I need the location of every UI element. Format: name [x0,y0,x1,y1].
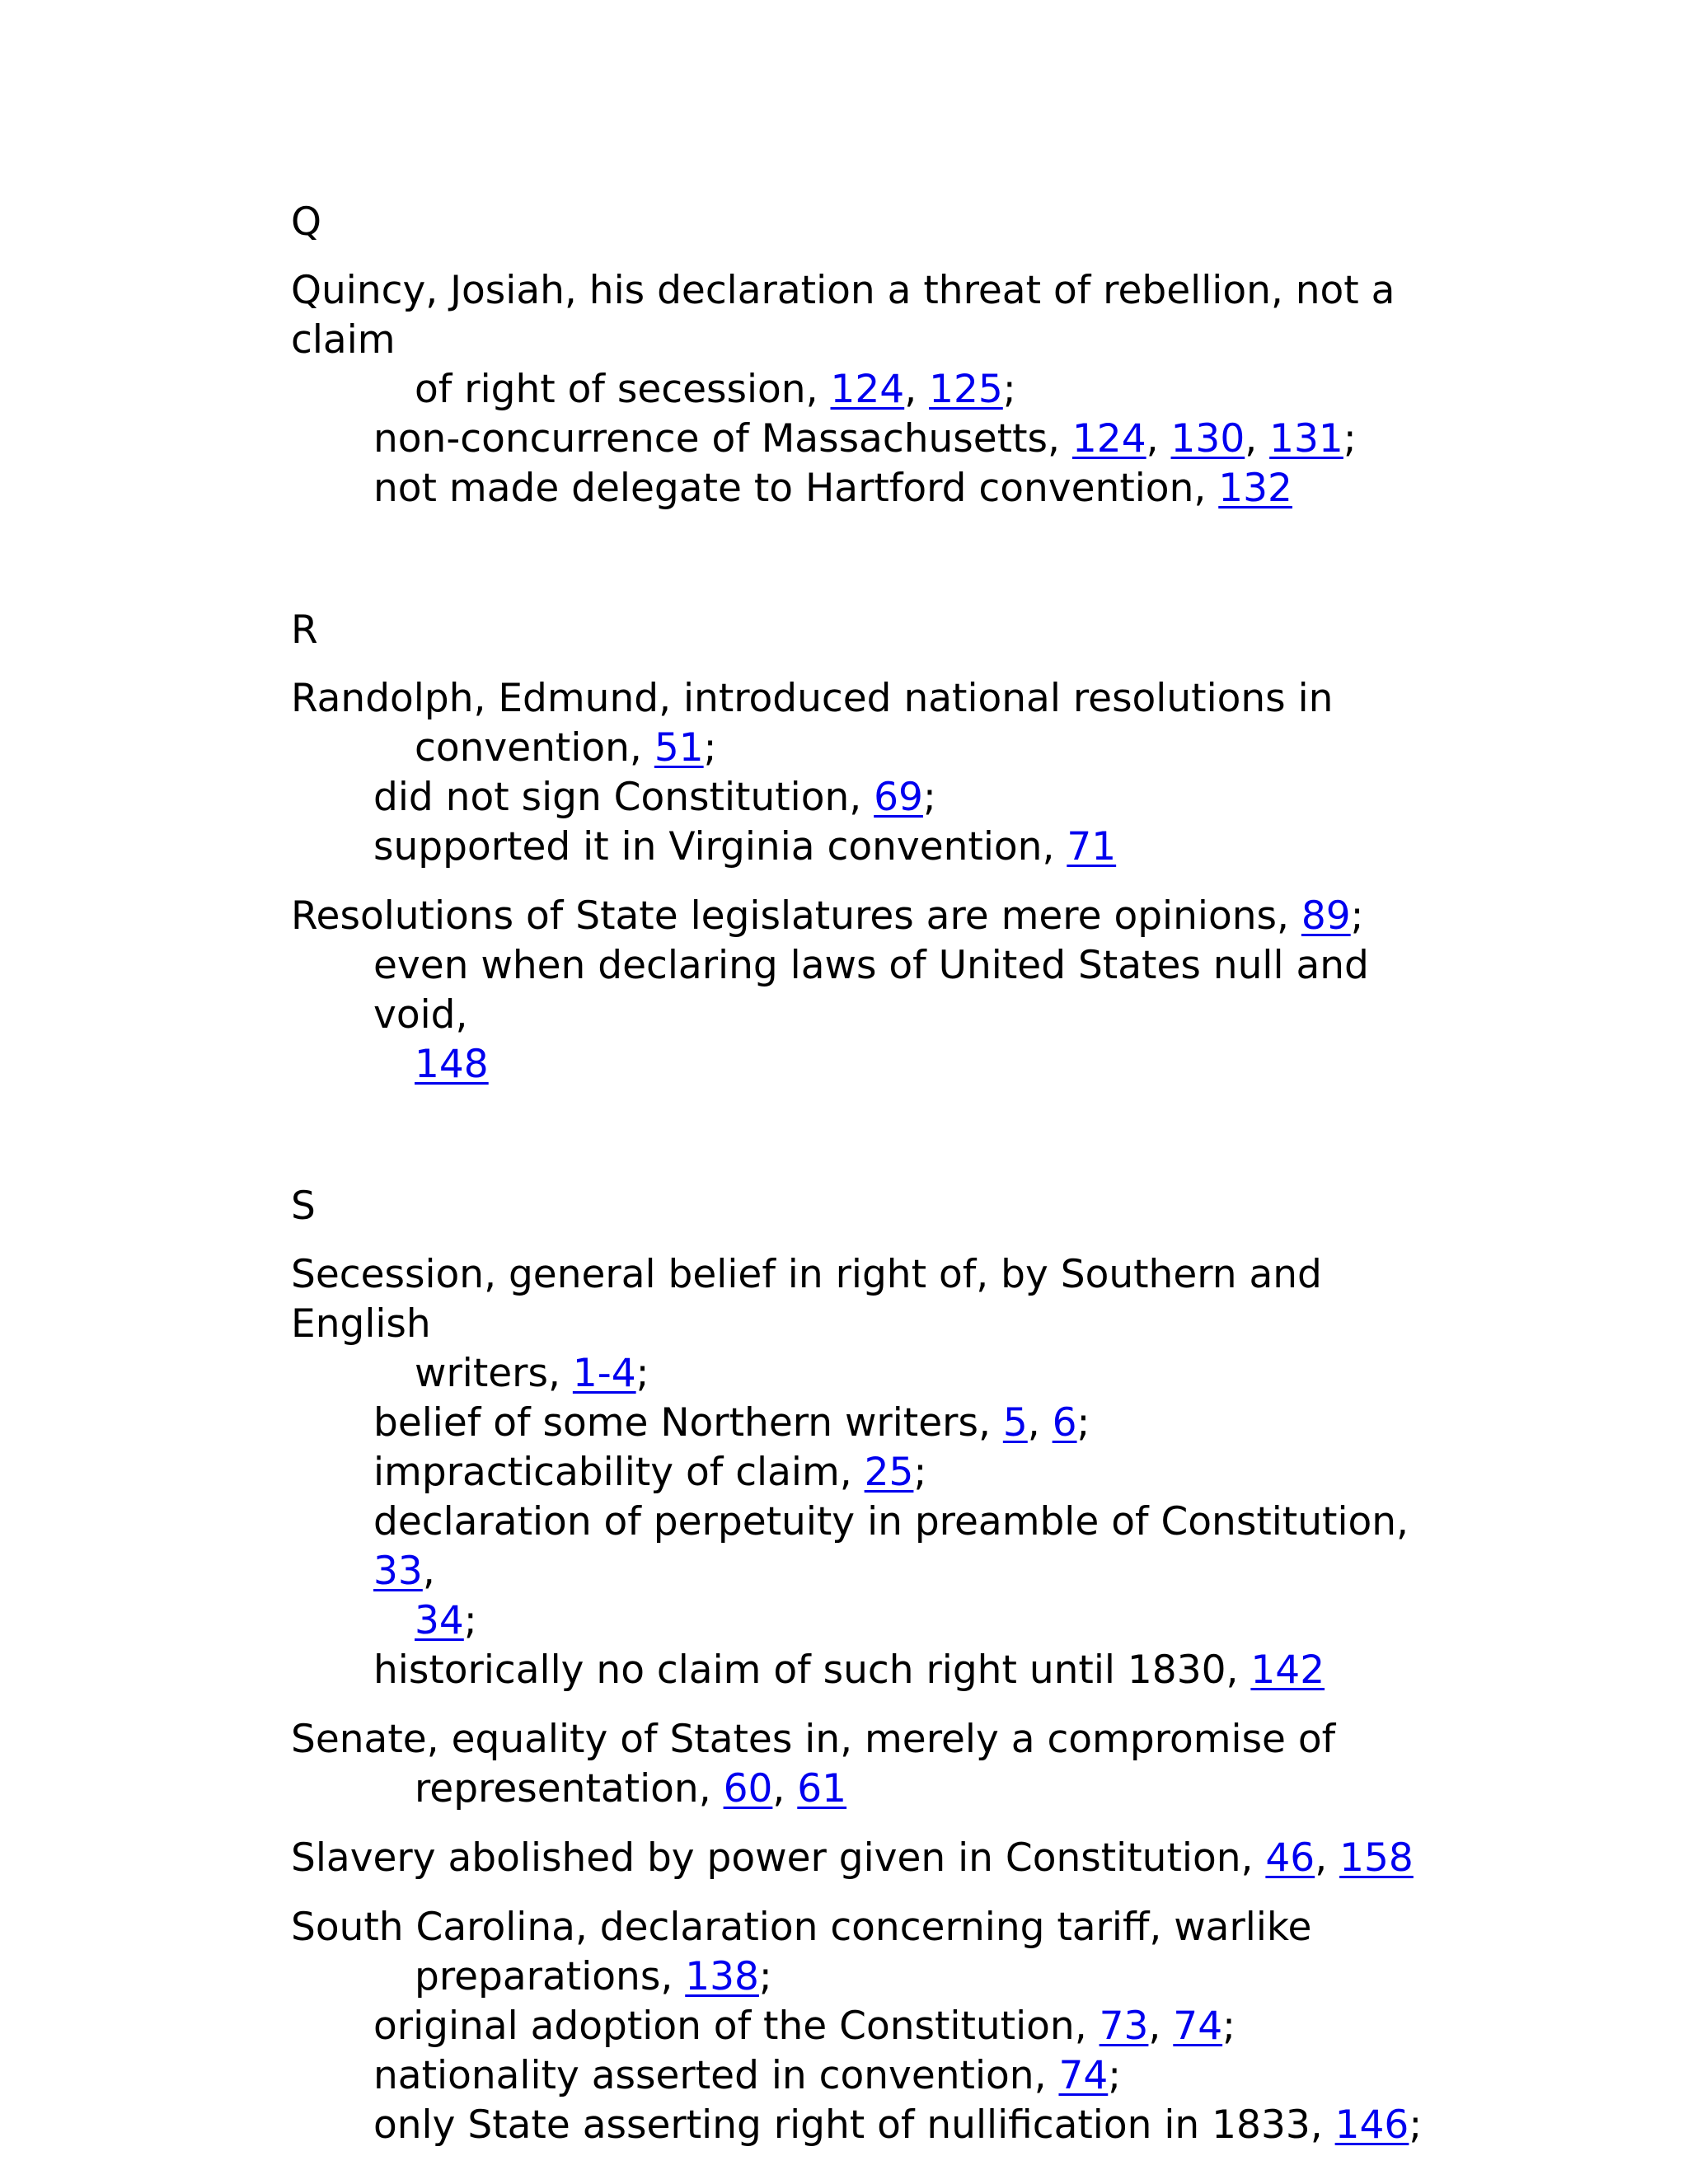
entry-line [291,1765,1461,1814]
entry-text: original adoption of the Constitution, [373,2004,1100,2049]
index-entry [291,892,1461,1090]
page-link-130[interactable]: 130 [1170,416,1245,462]
entry-punctuation: ; [635,1351,649,1396]
entry-line [373,464,1461,513]
entry-line [291,1349,1461,1399]
entry-line [373,415,1461,464]
page-link-74[interactable]: 74 [1173,2004,1223,2049]
entry-text: historically no claim of such right until 1830, [373,1647,1251,1693]
page-separator: , [1027,1400,1053,1446]
subentry [291,415,1461,464]
subentry [291,464,1461,513]
entry-line [373,2101,1461,2150]
page-link-146[interactable]: 146 [1334,2102,1409,2148]
subentry [291,1399,1461,1448]
page-link-73[interactable]: 73 [1099,2004,1149,2049]
entry-text: representation, [415,1766,724,1811]
entry-line [373,2002,1461,2051]
page-separator: , [1146,416,1171,462]
entry-punctuation: ; [922,775,936,820]
page-link-125[interactable]: 125 [929,367,1003,412]
entry-text: Randolph, Edmund, introduced national resolutions in [291,676,1334,721]
section-letter: S [291,1183,316,1229]
page-link-6[interactable]: 6 [1052,1400,1077,1446]
entry-text: writers, [415,1351,573,1396]
entry-punctuation: ; [758,1954,772,1999]
entry-line [291,1250,1461,1349]
entry-line [291,1715,1461,1765]
page-link-69[interactable]: 69 [874,775,923,820]
entry-line [373,1497,1461,1596]
entry-text: only State asserting right of nullification in 1833, [373,2102,1335,2148]
index-entry [291,1903,1461,2150]
entry-text: supported it in Virginia convention, [373,824,1067,869]
entry-punctuation: ; [1222,2004,1236,2049]
page-separator: , [772,1766,798,1811]
index-section-q [291,198,1461,513]
page-link-60[interactable]: 60 [723,1766,773,1811]
entry-line [291,266,1461,365]
entry-line [291,365,1461,415]
entry-text: belief of some Northern writers, [373,1400,1003,1446]
entry-punctuation: ; [1108,2053,1122,2098]
entry-line [373,2051,1461,2101]
entry-text: not made delegate to Hartford convention, [373,466,1219,511]
entry-line [373,1399,1461,1448]
entry-line [291,892,1461,941]
index-section-s [291,1182,1461,2150]
page-link-71[interactable]: 71 [1067,824,1117,869]
page-link-25[interactable]: 25 [864,1450,914,1495]
entry-line [373,1646,1461,1695]
page-link-51[interactable]: 51 [654,725,704,771]
page-link-132[interactable]: 132 [1218,466,1292,511]
subentry [291,941,1461,1090]
page-link-5[interactable]: 5 [1002,1400,1028,1446]
index-entry [291,674,1461,872]
subentry [291,823,1461,872]
page-link-158[interactable]: 158 [1339,1835,1414,1881]
entry-text: South Carolina, declaration concerning tariff, warlike [291,1905,1312,1950]
entry-text: did not sign Constitution, [373,775,874,820]
entry-text: impracticability of claim, [373,1450,865,1495]
entry-punctuation: ; [463,1598,477,1643]
index-page [291,198,1461,2150]
entry-punctuation: ; [1409,2102,1423,2148]
index-entry [291,1834,1461,1883]
page-link-1-4[interactable]: 1-4 [572,1351,636,1396]
entry-text: Senate, equality of States in, merely a compromise of [291,1717,1336,1762]
subentry [291,2002,1461,2051]
entry-text: non-concurrence of Massachusetts, [373,416,1072,462]
index-entry [291,1715,1461,1814]
page-separator: , [1245,416,1270,462]
entry-line [291,724,1461,773]
entry-line [373,1596,1461,1646]
entry-text: Resolutions of State legislatures are mere opinions, [291,893,1301,939]
entry-text: Slavery abolished by power given in Constitution, [291,1835,1266,1881]
entry-text: convention, [415,725,654,771]
index-entry [291,1250,1461,1695]
page-link-89[interactable]: 89 [1301,893,1351,939]
entry-text: declaration of perpetuity in preamble of Constitution, [373,1499,1409,1544]
entry-text: Secession, general belief in right of, by Southern and English [291,1252,1322,1347]
page-link-46[interactable]: 46 [1265,1835,1315,1881]
entry-line [291,1834,1461,1883]
entry-punctuation: ; [913,1450,927,1495]
subentry [291,1646,1461,1695]
entry-line [291,1952,1461,2002]
section-letter: R [291,607,318,653]
page-separator: , [1148,2004,1174,2049]
page-link-61[interactable]: 61 [797,1766,847,1811]
entry-text: nationality asserted in convention, [373,2053,1059,2098]
entry-line [373,773,1461,823]
subentry [291,1497,1461,1646]
entry-punctuation: ; [1343,416,1357,462]
entry-text: even when declaring laws of United States null and void, [373,943,1369,1038]
page-link-138[interactable]: 138 [685,1954,759,1999]
subentry [291,1448,1461,1497]
index-entry [291,266,1461,513]
page-link-148[interactable]: 148 [415,1042,489,1087]
section-letter: Q [291,199,321,245]
entry-line [373,1448,1461,1497]
entry-line [291,1903,1461,1952]
page-separator: , [1315,1835,1340,1881]
entry-line [373,823,1461,872]
entry-text: Quincy, Josiah, his declaration a threat of rebellion, not a claim [291,268,1395,363]
page-link-124[interactable]: 124 [830,367,905,412]
entry-text: preparations, [415,1954,686,1999]
page-link-131[interactable]: 131 [1269,416,1343,462]
page-separator: , [904,367,930,412]
entry-punctuation: ; [1076,1400,1090,1446]
entry-text: of right of secession, [415,367,831,412]
index-section-r [291,606,1461,1090]
entry-line [291,674,1461,724]
page-link-33[interactable]: 33 [373,1549,423,1594]
page-link-142[interactable]: 142 [1250,1647,1325,1693]
subentry [291,2051,1461,2101]
page-link-124[interactable]: 124 [1071,416,1146,462]
entry-line [373,941,1461,1040]
subentry [291,2101,1461,2150]
entry-punctuation: ; [1002,367,1016,412]
subentry [291,773,1461,823]
entry-punctuation: ; [703,725,717,771]
entry-line [373,1040,1461,1090]
entry-punctuation: , [422,1549,435,1594]
page-link-34[interactable]: 34 [415,1598,464,1643]
page-link-74[interactable]: 74 [1058,2053,1109,2098]
entry-punctuation: ; [1350,893,1364,939]
